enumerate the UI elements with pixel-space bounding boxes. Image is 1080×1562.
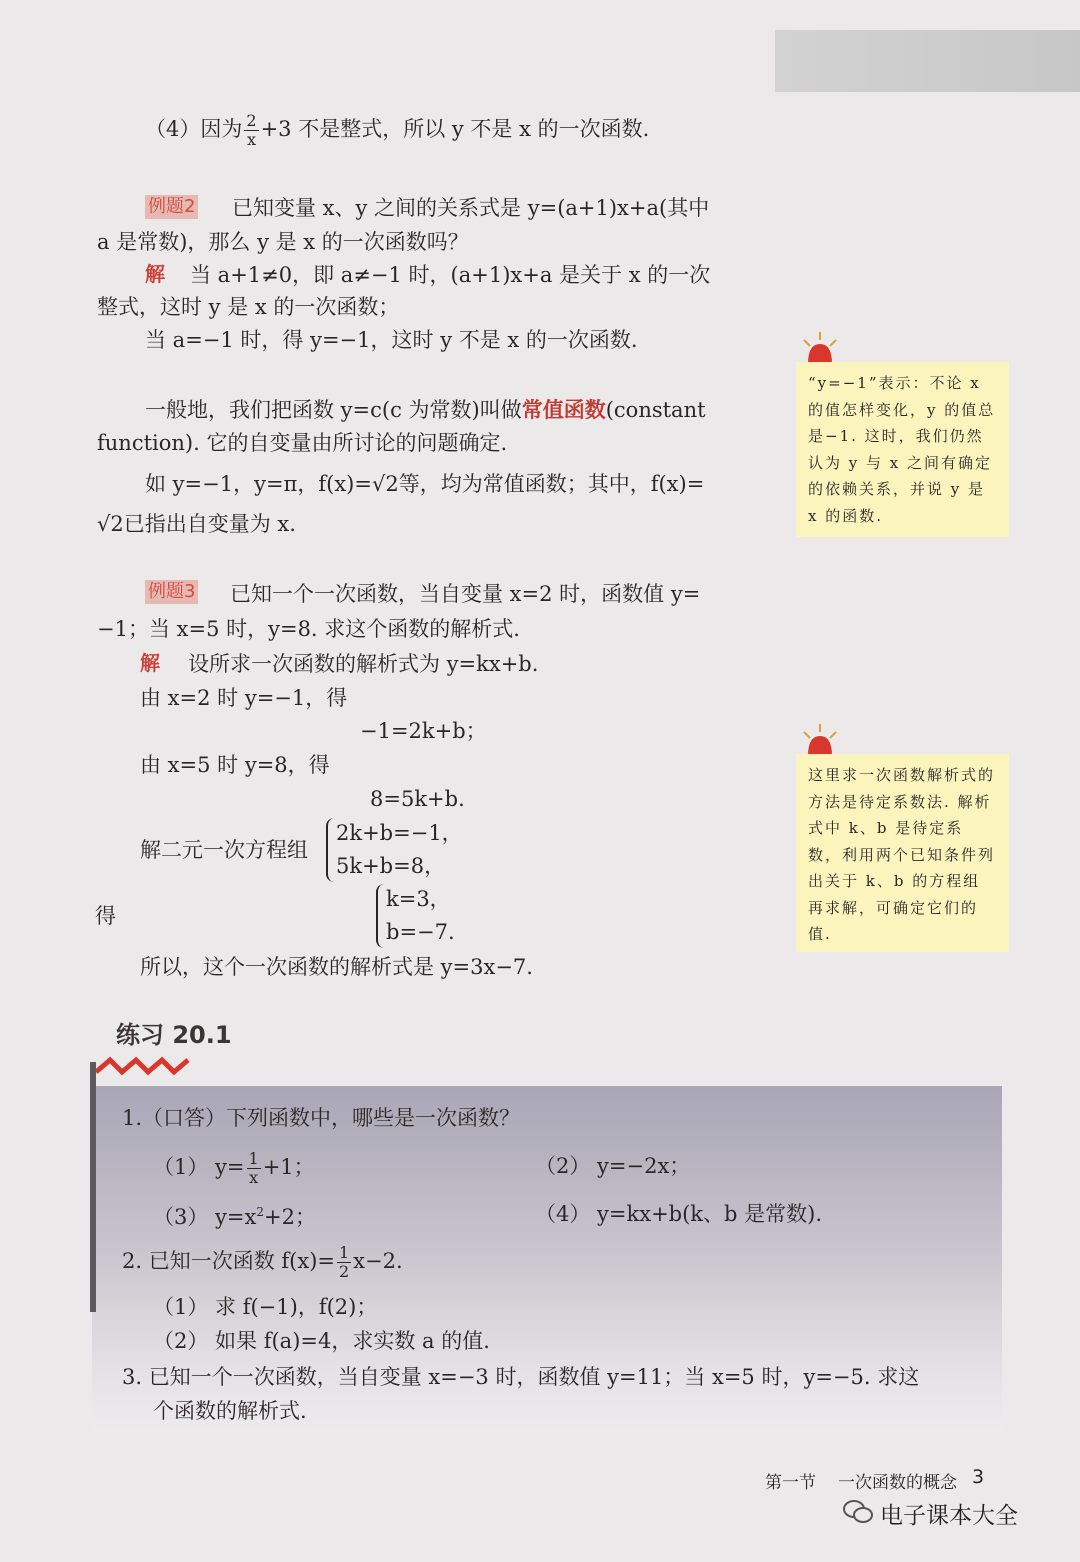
- example-2-solution2: 整式，这时 y 是 x 的一次函数；: [97, 295, 400, 319]
- definition-line1: 一般地，我们把函数 y=c(c 为常数)叫做常值函数(constant: [145, 397, 706, 422]
- footer-section: 第一节: [765, 1473, 816, 1493]
- answer-4-pre: （4）因为: [145, 117, 243, 141]
- definition-line2: function). 它的自变量由所讨论的问题确定.: [97, 431, 508, 455]
- question-3-line1: 3. 已知一个一次函数，当自变量 x=−3 时，函数值 y=11；当 x=5 时，y=−5. 求这: [122, 1365, 920, 1389]
- question-1-option-1: （1） y= $\frac{1}{x}$ +1；: [153, 1149, 315, 1187]
- result-label: 得: [95, 904, 116, 928]
- result-brace: [376, 884, 384, 948]
- question-1-option-2: （2） y=−2x；: [535, 1154, 691, 1178]
- example-2-solution1: 当 a+1≠0，即 a≠−1 时，(a+1)x+a 是关于 x 的一次: [190, 263, 711, 287]
- example-3-line2: −1；当 x=5 时，y=8. 求这个函数的解析式.: [97, 617, 520, 641]
- answer-4: [145, 112, 649, 149]
- example-3-line1: 已知一个一次函数，当自变量 x=2 时，函数值 y=: [230, 582, 701, 606]
- side-note-2: 这里求一次函数解析式的方法是待定系数法. 解析式中 k、b 是待定系数，利用两个已知条件列出关于 k、b 的方程组再求解，可确定它们的值.: [796, 754, 1009, 952]
- question-1-option-4: （4） y=kx+b(k、b 是常数).: [535, 1202, 823, 1226]
- example-3-solution3: 由 x=5 时 y=8，得: [140, 753, 330, 777]
- system-eq-2: 5k+b=8，: [336, 854, 446, 878]
- example-3-label: 例题3: [145, 580, 198, 604]
- watermark-text: 电子课本大全: [880, 1503, 1018, 1529]
- equation-1: −1=2k+b；: [360, 719, 487, 743]
- example-2-solution3: 当 a=−1 时，得 y=−1，这时 y 不是 x 的一次函数.: [145, 328, 638, 352]
- definition-line4: √2已指出自变量为 x.: [97, 512, 296, 536]
- solution-mark: 解: [145, 262, 165, 286]
- question-2: 2. 已知一次函数 f(x)= $\frac{1}{2}$ x−2.: [122, 1243, 403, 1281]
- exercise-title: 练习 20.1: [116, 1021, 232, 1049]
- system-eq-1: 2k+b=−1，: [336, 821, 463, 845]
- footer-chapter: 一次函数的概念: [838, 1473, 957, 1493]
- conclusion: 所以，这个一次函数的解析式是 y=3x−7.: [140, 955, 533, 979]
- question-2-part-1: （1） 求 f(−1)，f(2)；: [153, 1295, 378, 1319]
- question-1-option-3: （3） $y=x^2+2$；: [153, 1205, 316, 1229]
- result-k: k=3，: [386, 887, 451, 911]
- corner-tab: [775, 30, 1080, 92]
- solution-mark: 解: [140, 651, 160, 675]
- system-brace: [326, 818, 334, 882]
- term-constant-function: 常值函数: [521, 397, 606, 422]
- question-2-part-2: （2） 如果 f(a)=4，求实数 a 的值.: [153, 1329, 490, 1353]
- exercise-bar: [90, 1062, 96, 1312]
- page-number: 3: [972, 1466, 985, 1488]
- wechat-icon: [843, 1499, 873, 1525]
- system-label: 解二元一次方程组: [140, 838, 308, 862]
- definition-line3: 如 y=−1，y=π，f(x)=√2等，均为常值函数；其中，f(x)=: [145, 472, 705, 496]
- example-2-label: 例题2: [145, 195, 198, 219]
- fraction: $\frac{2}{x}$: [246, 111, 257, 149]
- result-b: b=−7.: [386, 920, 455, 944]
- question-3-line2: 个函数的解析式.: [153, 1399, 307, 1423]
- equation-2: 8=5k+b.: [370, 787, 465, 811]
- zigzag-icon: [96, 1050, 196, 1080]
- side-note-1: “y=−1”表示：不论 x 的值怎样变化，y 的值总是−1. 这时，我们仍然认为 y 与 x 之间有确定的依赖关系，并说 y 是 x 的函数.: [796, 362, 1009, 537]
- example-2-line1: 已知变量 x、y 之间的关系式是 y=(a+1)x+a(其中: [232, 196, 710, 220]
- question-1: 1.（口答）下列函数中，哪些是一次函数？: [122, 1106, 521, 1130]
- example-2-line2: a 是常数)，那么 y 是 x 的一次函数吗？: [97, 230, 469, 254]
- example-3-solution1: 设所求一次函数的解析式为 y=kx+b.: [188, 652, 539, 676]
- answer-4-post: +3 不是整式，所以 y 不是 x 的一次函数.: [260, 117, 650, 141]
- example-3-solution2: 由 x=2 时 y=−1，得: [140, 686, 348, 710]
